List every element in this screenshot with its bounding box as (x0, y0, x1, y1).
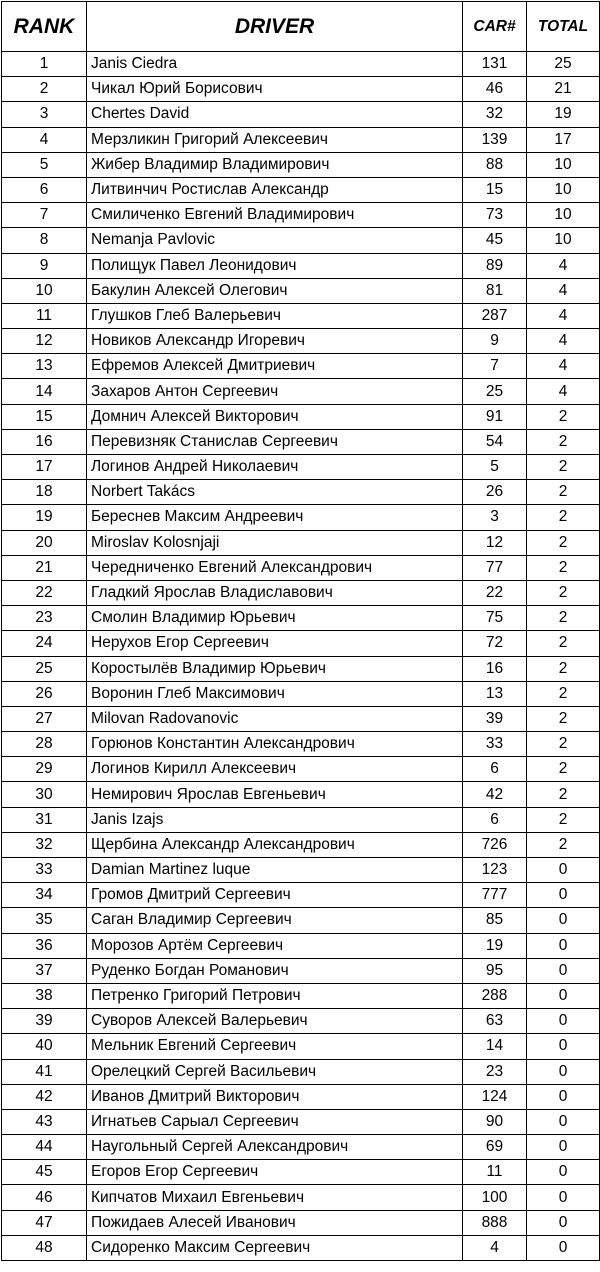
driver-name-cell: Janis Izajs (87, 807, 463, 832)
car-number-cell: 46 (463, 77, 527, 102)
rank-cell: 45 (2, 1160, 87, 1185)
car-number-cell: 15 (463, 177, 527, 202)
driver-name-cell: Гладкий Ярослав Владиславович (87, 580, 463, 605)
table-row (2, 681, 600, 706)
table-row (2, 606, 600, 631)
car-number-cell: 131 (463, 52, 527, 77)
car-number-cell: 32 (463, 102, 527, 127)
car-number-cell: 5 (463, 455, 527, 480)
driver-name-cell: Смолин Владимир Юрьевич (87, 606, 463, 631)
car-number-cell: 3 (463, 505, 527, 530)
total-points-cell: 2 (527, 555, 600, 580)
table-row (2, 177, 600, 202)
rank-cell: 15 (2, 404, 87, 429)
driver-name-cell: Руденко Богдан Романович (87, 958, 463, 983)
total-points-cell: 2 (527, 656, 600, 681)
driver-name-cell: Щербина Александр Александрович (87, 832, 463, 857)
rank-cell: 41 (2, 1059, 87, 1084)
driver-name-cell: Мерзликин Григорий Алексеевич (87, 127, 463, 152)
total-points-cell: 2 (527, 580, 600, 605)
table-row (2, 555, 600, 580)
table-row (2, 480, 600, 505)
driver-name-cell: Перевизняк Станислав Сергеевич (87, 429, 463, 454)
rank-cell: 24 (2, 631, 87, 656)
total-points-cell: 0 (527, 858, 600, 883)
driver-name-cell: Chertes David (87, 102, 463, 127)
table-row (2, 1135, 600, 1160)
car-number-cell: 16 (463, 656, 527, 681)
car-number-cell: 19 (463, 933, 527, 958)
car-number-cell: 54 (463, 429, 527, 454)
driver-name-cell: Мельник Евгений Сергеевич (87, 1034, 463, 1059)
total-points-cell: 0 (527, 1084, 600, 1109)
driver-name-cell: Логинов Кирилл Алексеевич (87, 757, 463, 782)
table-row (2, 832, 600, 857)
driver-name-cell: Бакулин Алексей Олегович (87, 278, 463, 303)
total-points-cell: 0 (527, 1235, 600, 1260)
total-points-cell: 0 (527, 983, 600, 1008)
table-row (2, 253, 600, 278)
car-number-cell: 25 (463, 379, 527, 404)
driver-name-cell: Damian Martinez luque (87, 858, 463, 883)
rank-cell: 34 (2, 883, 87, 908)
driver-name-cell: Miroslav Kolosnjaji (87, 530, 463, 555)
rank-cell: 42 (2, 1084, 87, 1109)
rank-cell: 1 (2, 52, 87, 77)
total-points-cell: 0 (527, 1059, 600, 1084)
table-row (2, 1059, 600, 1084)
total-points-cell: 2 (527, 807, 600, 832)
total-points-cell: 4 (527, 379, 600, 404)
rank-cell: 11 (2, 303, 87, 328)
car-number-cell: 287 (463, 303, 527, 328)
rank-cell: 12 (2, 329, 87, 354)
table-row (2, 958, 600, 983)
car-number-cell: 123 (463, 858, 527, 883)
car-number-cell: 73 (463, 203, 527, 228)
table-row (2, 203, 600, 228)
total-points-cell: 0 (527, 1210, 600, 1235)
car-number-cell: 81 (463, 278, 527, 303)
table-row (2, 883, 600, 908)
total-points-cell: 4 (527, 253, 600, 278)
driver-name-cell: Литвинчич Ростислав Александр (87, 177, 463, 202)
driver-name-cell: Nemanja Pavlovic (87, 228, 463, 253)
rank-cell: 36 (2, 933, 87, 958)
total-points-cell: 0 (527, 1185, 600, 1210)
total-points-cell: 0 (527, 958, 600, 983)
car-number-cell: 13 (463, 681, 527, 706)
rank-cell: 29 (2, 757, 87, 782)
car-number-cell: 888 (463, 1210, 527, 1235)
driver-name-cell: Береснев Максим Андреевич (87, 505, 463, 530)
rank-cell: 3 (2, 102, 87, 127)
driver-name-cell: Горюнов Константин Александрович (87, 732, 463, 757)
car-number-cell: 12 (463, 530, 527, 555)
car-number-cell: 85 (463, 908, 527, 933)
total-points-cell: 0 (527, 1135, 600, 1160)
driver-name-cell: Домнич Алексей Викторович (87, 404, 463, 429)
driver-name-cell: Морозов Артём Сергеевич (87, 933, 463, 958)
total-points-cell: 10 (527, 152, 600, 177)
rank-cell: 28 (2, 732, 87, 757)
table-row (2, 1034, 600, 1059)
rank-cell: 40 (2, 1034, 87, 1059)
total-points-cell: 2 (527, 404, 600, 429)
rank-cell: 23 (2, 606, 87, 631)
total-points-cell: 2 (527, 631, 600, 656)
table-row (2, 127, 600, 152)
driver-column-header: DRIVER (87, 2, 463, 52)
total-points-cell: 2 (527, 480, 600, 505)
driver-name-cell: Петренко Григорий Петрович (87, 983, 463, 1008)
table-row (2, 983, 600, 1008)
header-row (2, 2, 600, 52)
rank-cell: 18 (2, 480, 87, 505)
total-points-cell: 4 (527, 354, 600, 379)
total-points-cell: 4 (527, 329, 600, 354)
driver-name-cell: Логинов Андрей Николаевич (87, 455, 463, 480)
table-row (2, 379, 600, 404)
total-points-cell: 0 (527, 1160, 600, 1185)
car-number-cell: 69 (463, 1135, 527, 1160)
car-number-cell: 22 (463, 580, 527, 605)
total-points-cell: 2 (527, 832, 600, 857)
car-number-cell: 23 (463, 1059, 527, 1084)
rank-cell: 48 (2, 1235, 87, 1260)
table-row (2, 278, 600, 303)
rank-cell: 30 (2, 782, 87, 807)
standings-table (1, 1, 600, 1261)
driver-name-cell: Полищук Павел Леонидович (87, 253, 463, 278)
car-number-cell: 7 (463, 354, 527, 379)
driver-name-cell: Новиков Александр Игоревич (87, 329, 463, 354)
car-number-cell: 4 (463, 1235, 527, 1260)
driver-name-cell: Саган Владимир Сергеевич (87, 908, 463, 933)
rank-cell: 25 (2, 656, 87, 681)
table-row (2, 1210, 600, 1235)
car-number-cell: 726 (463, 832, 527, 857)
car-number-cell: 11 (463, 1160, 527, 1185)
rank-cell: 43 (2, 1109, 87, 1134)
car-number-cell: 6 (463, 757, 527, 782)
table-row (2, 102, 600, 127)
rank-cell: 26 (2, 681, 87, 706)
car-number-cell: 6 (463, 807, 527, 832)
driver-name-cell: Жибер Владимир Владимирович (87, 152, 463, 177)
car-number-cell: 63 (463, 1009, 527, 1034)
table-row (2, 505, 600, 530)
rank-cell: 35 (2, 908, 87, 933)
driver-name-cell: Чикал Юрий Борисович (87, 77, 463, 102)
driver-name-cell: Глушков Глеб Валерьевич (87, 303, 463, 328)
total-column-header: TOTAL (527, 2, 600, 52)
table-row (2, 152, 600, 177)
driver-name-cell: Milovan Radovanovic (87, 706, 463, 731)
rank-cell: 47 (2, 1210, 87, 1235)
total-points-cell: 10 (527, 228, 600, 253)
driver-name-cell: Ефремов Алексей Дмитриевич (87, 354, 463, 379)
rank-cell: 20 (2, 530, 87, 555)
rank-cell: 8 (2, 228, 87, 253)
rank-cell: 19 (2, 505, 87, 530)
car-number-cell: 288 (463, 983, 527, 1008)
table-row (2, 908, 600, 933)
total-points-cell: 2 (527, 530, 600, 555)
total-points-cell: 2 (527, 732, 600, 757)
total-points-cell: 2 (527, 706, 600, 731)
rank-cell: 46 (2, 1185, 87, 1210)
rank-cell: 4 (2, 127, 87, 152)
rank-cell: 38 (2, 983, 87, 1008)
table-row (2, 1235, 600, 1260)
total-points-cell: 2 (527, 455, 600, 480)
total-points-cell: 10 (527, 203, 600, 228)
table-row (2, 631, 600, 656)
rank-cell: 21 (2, 555, 87, 580)
table-row (2, 77, 600, 102)
rank-cell: 22 (2, 580, 87, 605)
rank-cell: 27 (2, 706, 87, 731)
total-points-cell: 0 (527, 1034, 600, 1059)
total-points-cell: 2 (527, 681, 600, 706)
car-number-cell: 42 (463, 782, 527, 807)
rank-cell: 17 (2, 455, 87, 480)
total-points-cell: 10 (527, 177, 600, 202)
driver-name-cell: Громов Дмитрий Сергеевич (87, 883, 463, 908)
table-row (2, 807, 600, 832)
total-points-cell: 21 (527, 77, 600, 102)
rank-cell: 33 (2, 858, 87, 883)
driver-name-cell: Сидоренко Максим Сергеевич (87, 1235, 463, 1260)
table-row (2, 354, 600, 379)
total-points-cell: 0 (527, 1009, 600, 1034)
car-number-cell: 95 (463, 958, 527, 983)
table-row (2, 1185, 600, 1210)
table-row (2, 580, 600, 605)
driver-name-cell: Воронин Глеб Максимович (87, 681, 463, 706)
rank-column-header: RANK (2, 2, 87, 52)
driver-name-cell: Смиличенко Евгений Владимирович (87, 203, 463, 228)
table-row (2, 530, 600, 555)
table-row (2, 52, 600, 77)
car-number-cell: 100 (463, 1185, 527, 1210)
rank-cell: 2 (2, 77, 87, 102)
car-number-cell: 124 (463, 1084, 527, 1109)
total-points-cell: 0 (527, 908, 600, 933)
total-points-cell: 17 (527, 127, 600, 152)
table-row (2, 455, 600, 480)
table-row (2, 933, 600, 958)
total-points-cell: 2 (527, 429, 600, 454)
total-points-cell: 4 (527, 303, 600, 328)
car-number-cell: 9 (463, 329, 527, 354)
rank-cell: 9 (2, 253, 87, 278)
rank-cell: 10 (2, 278, 87, 303)
table-row (2, 1084, 600, 1109)
car-number-cell: 33 (463, 732, 527, 757)
driver-name-cell: Пожидаев Алесей Иванович (87, 1210, 463, 1235)
total-points-cell: 2 (527, 505, 600, 530)
driver-name-cell: Иванов Дмитрий Викторович (87, 1084, 463, 1109)
rank-cell: 5 (2, 152, 87, 177)
car-number-cell: 88 (463, 152, 527, 177)
rank-cell: 44 (2, 1135, 87, 1160)
total-points-cell: 25 (527, 52, 600, 77)
car-number-column-header: CAR# (463, 2, 527, 52)
driver-name-cell: Егоров Егор Сергеевич (87, 1160, 463, 1185)
driver-name-cell: Коростылёв Владимир Юрьевич (87, 656, 463, 681)
table-row (2, 429, 600, 454)
rank-cell: 7 (2, 203, 87, 228)
total-points-cell: 4 (527, 278, 600, 303)
rank-cell: 16 (2, 429, 87, 454)
car-number-cell: 39 (463, 706, 527, 731)
driver-name-cell: Чередниченко Евгений Александрович (87, 555, 463, 580)
driver-name-cell: Орелецкий Сергей Васильевич (87, 1059, 463, 1084)
car-number-cell: 45 (463, 228, 527, 253)
table-row (2, 1009, 600, 1034)
car-number-cell: 75 (463, 606, 527, 631)
table-row (2, 757, 600, 782)
rank-cell: 6 (2, 177, 87, 202)
table-row (2, 404, 600, 429)
driver-name-cell: Janis Ciedra (87, 52, 463, 77)
car-number-cell: 77 (463, 555, 527, 580)
car-number-cell: 90 (463, 1109, 527, 1134)
table-row (2, 329, 600, 354)
total-points-cell: 2 (527, 606, 600, 631)
rank-cell: 32 (2, 832, 87, 857)
rank-cell: 14 (2, 379, 87, 404)
rank-cell: 37 (2, 958, 87, 983)
table-row (2, 656, 600, 681)
total-points-cell: 0 (527, 1109, 600, 1134)
driver-name-cell: Norbert Takács (87, 480, 463, 505)
rank-cell: 39 (2, 1009, 87, 1034)
table-body (2, 52, 600, 1261)
car-number-cell: 91 (463, 404, 527, 429)
total-points-cell: 2 (527, 757, 600, 782)
driver-name-cell: Кипчатов Михаил Евгеньевич (87, 1185, 463, 1210)
table-row (2, 228, 600, 253)
car-number-cell: 26 (463, 480, 527, 505)
driver-name-cell: Немирович Ярослав Евгеньевич (87, 782, 463, 807)
table-row (2, 858, 600, 883)
table-row (2, 1160, 600, 1185)
table-header (2, 2, 600, 52)
driver-name-cell: Игнатьев Сарыал Сергеевич (87, 1109, 463, 1134)
driver-name-cell: Суворов Алексей Валерьевич (87, 1009, 463, 1034)
driver-name-cell: Нерухов Егор Сергеевич (87, 631, 463, 656)
rank-cell: 13 (2, 354, 87, 379)
rank-cell: 31 (2, 807, 87, 832)
car-number-cell: 139 (463, 127, 527, 152)
driver-name-cell: Захаров Антон Сергеевич (87, 379, 463, 404)
total-points-cell: 0 (527, 933, 600, 958)
table-row (2, 1109, 600, 1134)
total-points-cell: 0 (527, 883, 600, 908)
table-row (2, 732, 600, 757)
car-number-cell: 72 (463, 631, 527, 656)
table-row (2, 782, 600, 807)
car-number-cell: 777 (463, 883, 527, 908)
table-row (2, 706, 600, 731)
driver-name-cell: Наугольный Сергей Александрович (87, 1135, 463, 1160)
total-points-cell: 2 (527, 782, 600, 807)
car-number-cell: 14 (463, 1034, 527, 1059)
table-row (2, 303, 600, 328)
total-points-cell: 19 (527, 102, 600, 127)
car-number-cell: 89 (463, 253, 527, 278)
